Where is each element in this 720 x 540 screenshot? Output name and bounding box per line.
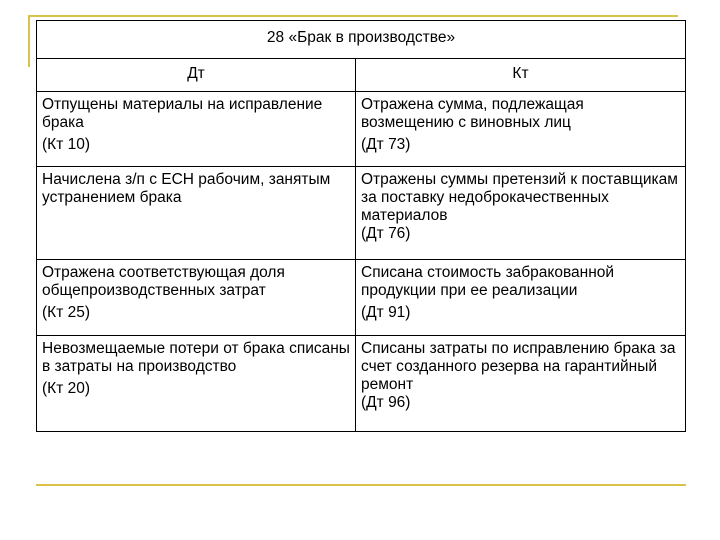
table-row <box>37 336 686 432</box>
account-table <box>36 20 686 432</box>
table-row <box>37 260 686 336</box>
credit-text: Списана стоимость забракованной продукции при ее реализации <box>361 264 615 299</box>
debit-ref: (Кт 25) <box>42 304 90 321</box>
decorative-bottom-line <box>36 484 686 486</box>
table-title-row <box>37 21 686 59</box>
debit-text: Начислена з/п с ЕСН рабочим, занятым устранением брака <box>42 171 331 206</box>
debit-cell <box>37 260 356 336</box>
credit-header: Кт <box>356 59 686 92</box>
table-row <box>37 92 686 167</box>
debit-ref: (Кт 10) <box>42 136 90 153</box>
debit-text: Отражена соответствующая доля общепроизводственных затрат <box>42 264 285 299</box>
debit-cell <box>37 336 356 432</box>
debit-text: Отпущены материалы на исправление брака <box>42 96 323 131</box>
credit-cell <box>356 336 686 432</box>
credit-cell <box>356 260 686 336</box>
table-title: 28 «Брак в производстве» <box>37 21 686 59</box>
credit-ref: (Дт 73) <box>361 136 411 153</box>
debit-text: Невозмещаемые потери от брака списаны в затраты на производство <box>42 340 350 375</box>
debit-cell <box>37 167 356 260</box>
table-row <box>37 167 686 260</box>
credit-ref: (Дт 76) <box>361 225 411 242</box>
credit-text: Отражены суммы претензий к поставщикам за поставку недоброкачественных материалов <box>361 171 678 224</box>
credit-ref: (Дт 91) <box>361 304 411 321</box>
debit-header: Дт <box>37 59 356 92</box>
debit-cell <box>37 92 356 167</box>
debit-ref: (Кт 20) <box>42 380 90 397</box>
credit-text: Списаны затраты по исправлению брака за счет созданного резерва на гарантийный ремонт <box>361 340 676 393</box>
decorative-top-line <box>28 15 678 17</box>
credit-text: Отражена сумма, подлежащая возмещению с виновных лиц <box>361 96 584 131</box>
credit-ref: (Дт 96) <box>361 394 411 411</box>
credit-cell <box>356 167 686 260</box>
credit-cell <box>356 92 686 167</box>
decorative-left-line <box>28 15 30 67</box>
table-header-row <box>37 59 686 92</box>
